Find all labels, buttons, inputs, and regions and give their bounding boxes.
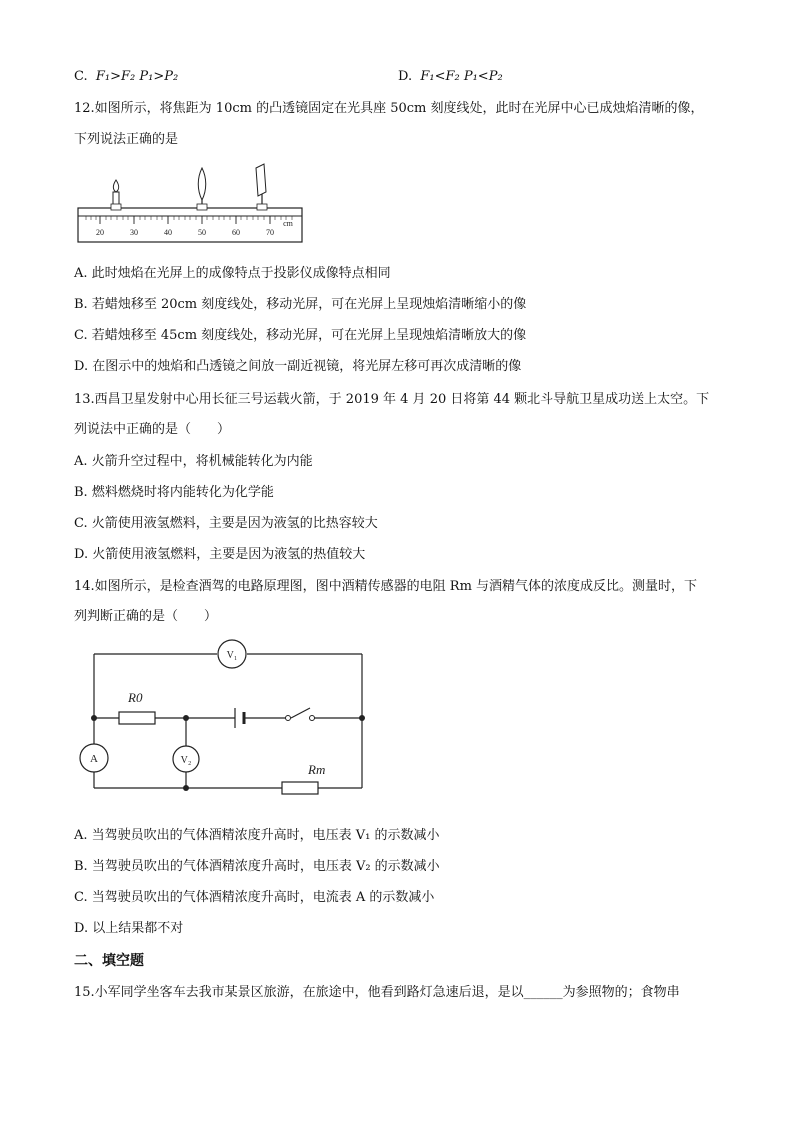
q14-option-d: D. 以上结果都不对: [74, 921, 184, 936]
q11-option-c-label: C.: [74, 69, 88, 84]
optical-bench-figure: [76, 162, 306, 248]
q14-option-a: A. 当驾驶员吹出的气体酒精浓度升高时，电压表 V₁ 的示数减小: [74, 828, 440, 843]
q12-stem-line2: 下列说法正确的是: [74, 132, 179, 147]
bench-tick-label: 60: [232, 228, 240, 237]
q15-stem-line1: 15.小军同学坐客车去我市某景区旅游，在旅途中，他看到路灯急速后退，是以______为参照物的；食物串: [74, 985, 680, 1000]
bench-tick-label: 40: [164, 228, 172, 237]
q11-option-c-text: F₁>F₂ P₁>P₂: [95, 69, 179, 84]
bench-tick-label: 20: [96, 228, 104, 237]
q13-stem-line2: 列说法中正确的是（ ）: [74, 422, 231, 437]
convex-lens-icon: [197, 168, 207, 210]
q12-option-a: A. 此时烛焰在光屏上的成像特点于投影仪成像特点相同: [74, 266, 391, 281]
light-screen-icon: [256, 164, 267, 210]
q14-option-b: B. 当驾驶员吹出的气体酒精浓度升高时，电压表 V₂ 的示数减小: [74, 859, 440, 874]
q14-stem-line1: 14.如图所示，是检查酒驾的电路原理图，图中酒精传感器的电阻 Rm 与酒精气体的浓度成反比。测量时，下: [74, 579, 698, 594]
battery-icon: [235, 708, 244, 728]
q13-option-b: B. 燃料燃烧时将内能转化为化学能: [74, 485, 274, 500]
bench-unit-label: cm: [283, 219, 293, 228]
circuit-diagram: [76, 636, 376, 798]
bench-tick-label: 70: [266, 228, 274, 237]
section-title-fill-in: 二、填空题: [74, 953, 144, 969]
q14-stem-line2: 列判断正确的是（ ）: [74, 609, 218, 624]
r0-label: R0: [128, 690, 143, 705]
q13-stem-line1: 13.西昌卫星发射中心用长征三号运载火箭，于 2019 年 4 月 20 日将第 44 颗北斗导航卫星成功送上太空。下: [74, 392, 710, 407]
bench-tick-label: 50: [198, 228, 206, 237]
bench-minor-ticks: [86, 216, 292, 220]
q11-option-d-text: F₁<F₂ P₁<P₂: [420, 69, 503, 84]
q13-option-a: A. 火箭升空过程中，将机械能转化为内能: [74, 454, 313, 469]
q12-option-c: C. 若蜡烛移至 45cm 刻度线处，移动光屏，可在光屏上呈现烛焰清晰放大的像: [74, 328, 527, 343]
q13-option-d: D. 火箭使用液氢燃料，主要是因为液氢的热值较大: [74, 547, 366, 562]
svg-text:V₁: V₁: [226, 650, 238, 661]
svg-text:A: A: [90, 753, 98, 765]
rm-label: Rm: [308, 762, 326, 777]
q14-option-c: C. 当驾驶员吹出的气体酒精浓度升高时，电流表 A 的示数减小: [74, 890, 435, 905]
candle-icon: [111, 180, 121, 210]
q12-option-d: D. 在图示中的烛焰和凸透镜之间放一副近视镜，将光屏左移可再次成清晰的像: [74, 359, 522, 374]
rm-resistor: [282, 782, 318, 794]
q13-option-c: C. 火箭使用液氢燃料，主要是因为液氢的比热容较大: [74, 516, 378, 531]
q12-stem-line1: 12.如图所示，将焦距为 10cm 的凸透镜固定在光具座 50cm 刻度线处，此时在光屏中心已成烛焰清晰的像，: [74, 101, 704, 116]
svg-text:V₂: V₂: [180, 755, 192, 766]
q12-option-b: B. 若蜡烛移至 20cm 刻度线处，移动光屏，可在光屏上呈现烛焰清晰缩小的像: [74, 297, 527, 312]
r0-resistor: [119, 712, 155, 724]
q11-option-d: [398, 68, 503, 86]
q11-option-c: [74, 68, 178, 86]
q11-option-d-label: D.: [398, 69, 413, 84]
bench-tick-label: 30: [130, 228, 138, 237]
